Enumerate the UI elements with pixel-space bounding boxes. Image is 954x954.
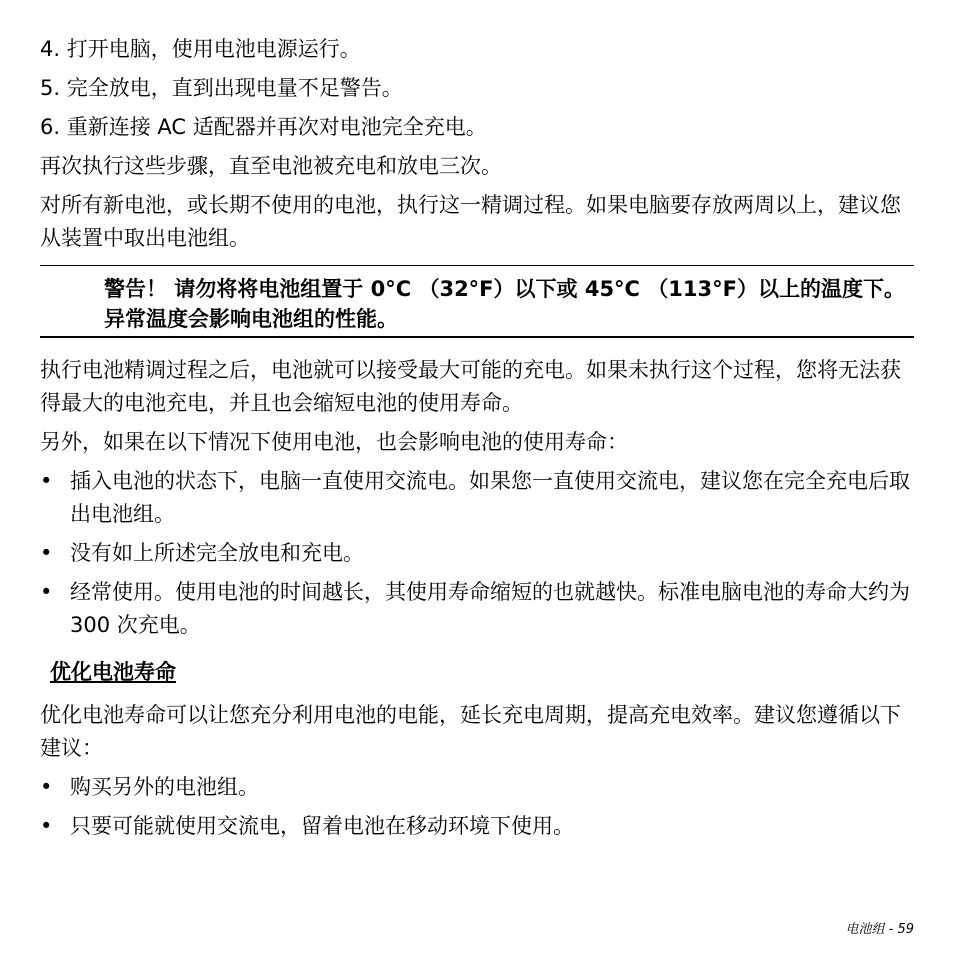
bullet-icon: • bbox=[40, 580, 53, 604]
list-item bbox=[40, 465, 914, 531]
step-5: 5. 完全放电，直到出现电量不足警告。 bbox=[40, 76, 403, 100]
step-4: 4. 打开电脑，使用电池电源运行。 bbox=[40, 37, 361, 61]
section-heading: 优化电池寿命 bbox=[50, 660, 176, 684]
list-item bbox=[40, 576, 914, 642]
page-footer: 电池组 - 59 bbox=[845, 922, 914, 937]
lifespan-intro-paragraph: 另外，如果在以下情况下使用电池，也会影响电池的使用寿命： bbox=[40, 430, 628, 454]
section-intro-paragraph: 优化电池寿命可以让您充分利用电池的电能，延长充电周期，提高充电效率。建议您遵循以下建议： bbox=[40, 703, 901, 760]
bullet-icon: • bbox=[40, 469, 53, 493]
step-6: 6. 重新连接 AC 适配器并再次对电池完全充电。 bbox=[40, 115, 487, 139]
warning-text: 警告！ 请勿将将电池组置于 0°C （32°F）以下或 45°C （113°F）以上的温度下。异常温度会影响电池组的性能。 bbox=[104, 277, 905, 331]
after-conditioning-paragraph: 执行电池精调过程之后，电池就可以接受最大可能的充电。如果未执行这个过程，您将无法获得最大的电池充电，并且也会缩短电池的使用寿命。 bbox=[40, 358, 901, 415]
lifespan-bullet-list bbox=[40, 465, 914, 642]
list-item-text: 插入电池的状态下，电脑一直使用交流电。如果您一直使用交流电，建议您在完全充电后取出电池组。 bbox=[70, 469, 910, 526]
list-item bbox=[40, 771, 914, 804]
new-battery-paragraph: 对所有新电池，或长期不使用的电池，执行这一精调过程。如果电脑要存放两周以上，建议您从装置中取出电池组。 bbox=[40, 193, 901, 250]
bullet-icon: • bbox=[40, 775, 53, 799]
list-item-text: 没有如上所述完全放电和充电。 bbox=[70, 541, 364, 565]
list-item-text: 经常使用。使用电池的时间越长，其使用寿命缩短的也就越快。标准电脑电池的寿命大约为 300 次充电。 bbox=[70, 580, 910, 637]
list-item-text: 购买另外的电池组。 bbox=[70, 775, 259, 799]
list-item-text: 只要可能就使用交流电，留着电池在移动环境下使用。 bbox=[70, 814, 574, 838]
list-item bbox=[40, 810, 914, 843]
optimize-bullet-list bbox=[40, 771, 914, 843]
page-content bbox=[40, 33, 914, 849]
bullet-icon: • bbox=[40, 814, 53, 838]
repeat-paragraph: 再次执行这些步骤，直至电池被充电和放电三次。 bbox=[40, 154, 502, 178]
warning-box bbox=[40, 265, 914, 338]
list-item bbox=[40, 537, 914, 570]
bullet-icon: • bbox=[40, 541, 53, 565]
